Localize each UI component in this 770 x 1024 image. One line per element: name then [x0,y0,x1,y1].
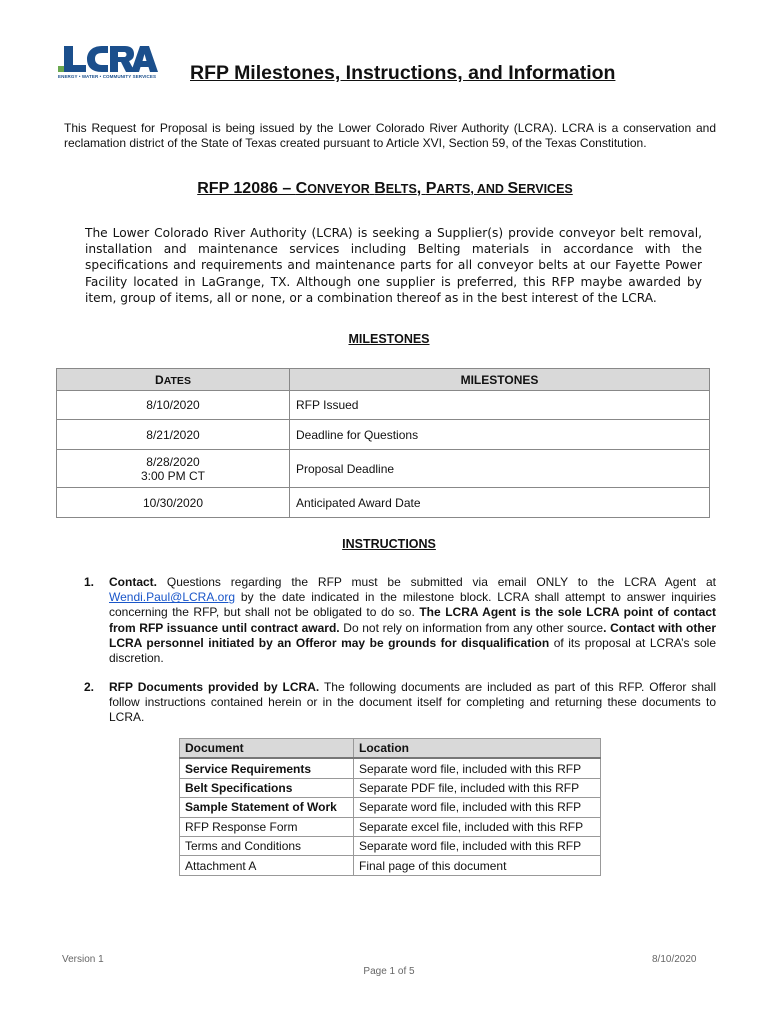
document-name: Terms and Conditions [180,836,354,855]
table-row [57,488,710,518]
lcra-logo-mark [58,44,158,74]
instruction-label: RFP Documents provided by LCRA. [109,680,320,694]
instruction-text-part: Do not rely on information from any other source [339,620,604,635]
rfp-heading-part: P [425,180,437,197]
documents-table [179,738,601,876]
page-number: Page 1 of 5 [363,966,415,977]
document-location: Final page of this document [354,856,601,875]
milestones-header-row [57,369,710,391]
milestone-name: RFP Issued [290,391,710,420]
table-row [180,817,601,836]
milestone-name: Anticipated Award Date [290,488,710,518]
intro-paragraph: This Request for Proposal is being issued by the Lower Colorado River Authority (LCRA). LCRA is a conservation and reclamation district of the State of Texas created pursuant to Article XVI, Section 59, of the Texas Constitution. [64,121,716,150]
milestone-date: 10/30/2020 [57,488,290,518]
document-name: Attachment A [180,856,354,875]
milestones-table [56,368,710,518]
milestone-date: 8/10/2020 [57,391,290,420]
document-location: Separate word file, included with this RFP [354,798,601,817]
milestone-name: Proposal Deadline [290,450,710,488]
rfp-heading-part: , [416,180,426,197]
document-name: Belt Specifications [180,778,354,797]
rfp-number: RFP 12086 – [197,180,296,197]
milestones-column-header: MILESTONES [290,369,710,391]
agent-email-link[interactable]: Wendi.Paul@LCRA.org [109,590,236,605]
document-name: Service Requirements [180,758,354,778]
instruction-text-part: Questions regarding the RFP must be submitted via email ONLY to the LCRA Agent at [157,575,716,589]
instructions-heading: INSTRUCTIONS [342,537,436,551]
document-location: Separate PDF file, included with this RFP [354,778,601,797]
location-column-header: Location [354,739,601,759]
document-location: Separate word file, included with this RFP [354,758,601,778]
instruction-text-part: The following documents are included as part of this RFP. Offeror shall follow instructions contained herein or in the document itself for completing and returning these documents to LCRA. [109,680,716,725]
rfp-heading-part: B [374,180,386,197]
instruction-bold-part: . Contact with other LCRA personnel initiated by an Offeror may be grounds for disqualification [109,620,716,650]
document-location: Separate excel file, included with this RFP [354,817,601,836]
document-location: Separate word file, included with this RFP [354,836,601,855]
instruction-text [84,575,716,666]
instruction-text-part: by the date indicated in the milestone block. LCRA shall attempt to answer inquiries concerning the RFP, but shall not be obligated to do so. [109,590,716,620]
document-column-header: Document [180,739,354,759]
instruction-label: Contact. [109,575,157,589]
instruction-text [84,680,716,726]
table-row [57,391,710,420]
rfp-summary-paragraph: The Lower Colorado River Authority (LCRA) is seeking a Supplier(s) provide conveyor belt removal, installation and maintenance services including Belting materials in accordance with the specifications and requirements and maintenance parts for all conveyor belts at our Fayette Power Facility located in LaGrange, TX. Although one supplier is preferred, this RFP maybe awarded by item, group of items, all or none, or a combination thereof as in the best interest of the LCRA. [85,226,702,305]
dates-column-header [57,369,290,391]
footer-date: 8/10/2020 [652,954,697,965]
instruction-bold-part: The LCRA Agent is the sole LCRA point of contact from RFP issuance until contract award. [109,605,716,635]
document-name: Sample Statement of Work [180,798,354,817]
page-title: RFP Milestones, Instructions, and Information [190,62,616,84]
logo-tagline: ENERGY • WATER • COMMUNITY SERVICES [58,74,157,79]
milestone-date-line: 8/28/2020 [146,454,200,469]
table-row [180,758,601,778]
table-row [180,856,601,875]
rfp-heading-part: S [507,180,519,197]
table-row [180,778,601,797]
milestone-date: 8/21/2020 [57,420,290,450]
rfp-heading-part: ELTS [385,182,417,196]
instruction-text-part: of its proposal at LCRA’s sole discretion. [109,635,716,666]
dates-header-initial: D [155,372,164,387]
rfp-heading-part: ARTS [436,182,471,196]
rfp-heading-part: , AND [470,182,508,196]
dates-header-rest: ATES [163,374,191,387]
document-name: RFP Response Form [180,817,354,836]
instruction-number: 1. [84,575,95,589]
milestone-time-line: 3:00 PM CT [140,468,206,483]
table-row [180,798,601,817]
documents-header-row [180,739,601,759]
rfp-heading-part: C [295,180,308,197]
footer-version: Version 1 [62,954,104,965]
instruction-item-documents [84,680,716,726]
rfp-heading-part: ERVICES [518,182,573,196]
milestones-heading: MILESTONES [348,332,430,346]
milestone-name: Deadline for Questions [290,420,710,450]
instruction-item-contact [84,575,716,666]
lcra-logo [58,44,158,84]
rfp-heading [0,180,770,198]
rfp-heading-part: ONVEYOR [307,182,370,196]
instruction-number: 2. [84,680,95,694]
table-row [57,420,710,450]
milestone-date [57,450,290,488]
table-row [57,450,710,488]
table-row [180,836,601,855]
